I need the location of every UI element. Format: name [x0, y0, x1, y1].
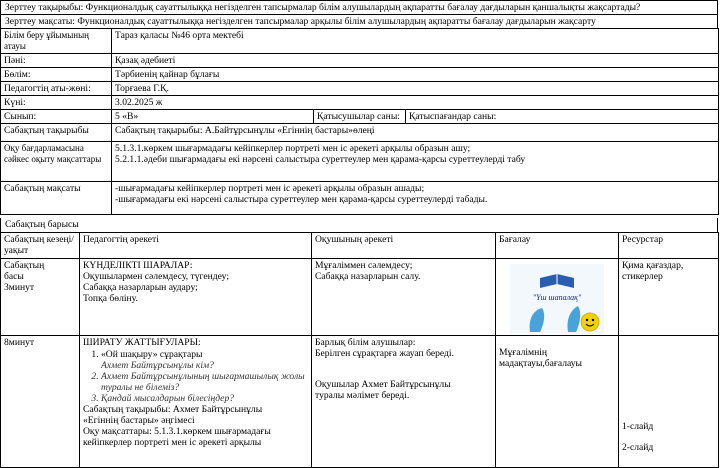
row1-student-line-2: Сабаққа назарларын салу. [315, 271, 421, 282]
row2-teacher [80, 336, 312, 468]
three-claps-caption: "Үш шапалақ" [532, 293, 582, 302]
objective-1: 5.1.3.1.көркем шығармадағы кейіпкерлер портреті мен іс әрекеті арқылы образын ашу; [115, 143, 471, 154]
lesson-topic-value: Сабақтың тақырыбы: А.Байтұрсынұлы «Егіннің бастары»өлеңі [112, 124, 719, 142]
question-1-text: «Ой шақыру» сұрақтары [101, 349, 203, 360]
section-label: Бөлім: [1, 68, 112, 82]
row2-resources [619, 336, 719, 468]
smiley-icon [581, 313, 599, 331]
col-assessment: Бағалау [496, 233, 619, 259]
lesson-progress-table [0, 232, 719, 468]
slide-1-label: 1-слайд [622, 421, 654, 432]
teacher-label: Педагогтің аты-жөні: [1, 82, 112, 96]
row2-topic-line-1: Сабақтың тақырыбы: Ахмет Байтұрсынұлы [83, 404, 263, 415]
row2-student [312, 336, 496, 468]
subject-label: Пәні: [1, 54, 112, 68]
row1-student [312, 259, 496, 336]
three-claps-image [510, 264, 604, 334]
row1-teacher [80, 259, 312, 336]
row1-stage-line-1: Сабақтың [4, 260, 45, 271]
question-3: 3. Қандай мысалдарын білесіңдер? [101, 393, 308, 404]
row2-student-line-2: Берілген сұрақтарға жауап береді. [315, 348, 454, 359]
col-teacher: Педагогтің әрекеті [80, 233, 312, 259]
research-topic-line: Зерттеу тақырыбы: Функционалдық сауаттылыққа негізделген тапсырмалар білім алушылардың ақпаратты бағалау дағдыларын қаншалықты жақсартады? [0, 0, 718, 15]
row2-student-line-1: Барлық білім алушылар: [315, 337, 416, 348]
question-1 [101, 349, 308, 371]
row2-goal-line-2: кейіпкерлер портреті мен іс әрекеті арқылы [83, 437, 262, 448]
absent-count-label: Қатыспағандар саны: [406, 110, 719, 124]
org-label: Білім беру ұйымының атауы [1, 29, 112, 54]
question-2: 2. Ахмет Байтұрсынұлының шығармашылық жолы туралы не білеміз? [101, 371, 308, 393]
row2-student-line-3: Оқушылар Ахмет Байтұрсынұлы [315, 379, 451, 390]
row2-assessment-line-1: Мұғалімнің [499, 347, 548, 358]
aim-1: -шығармадағы кейіпкерлер портреті мен іс әрекеті арқылы образын ашады; [115, 183, 425, 194]
section-value: Тәрбиенің қайнар бұлағы [112, 68, 719, 82]
row1-teacher-heading: КҮНДЕЛІКТІ ШАРАЛАР: [83, 260, 193, 271]
row2-teacher-heading: ШИРАТУ ЖАТТЫҒУЛАРЫ: [83, 337, 201, 348]
subject-value: Қазақ әдебиеті [112, 54, 719, 68]
row1-teacher-line-2: Оқушылармен сәлемдесу, түгендеу; [83, 271, 229, 282]
row1-resources [619, 259, 719, 336]
date-label: Күні: [1, 96, 112, 110]
objectives-label: Оқу бағдарламасына сәйкес оқыту мақсаттары [1, 142, 112, 182]
row1-resources-line-1: Қима қағаздар, [622, 260, 684, 271]
objectives-value [112, 142, 719, 182]
objective-2: 5.2.1.1.әдеби шығармадағы екі нәрсені салыстыра суреттеулер мен қарама-қарсы суреттеулерді табу [115, 154, 526, 165]
slide-2-label: 2-слайд [622, 442, 654, 453]
aims-label: Сабақтың мақсаты [1, 182, 112, 215]
row2-student-line-4: туралы мәлімет береді. [315, 390, 410, 401]
row2-assessment [496, 336, 619, 468]
col-resources: Ресурстар [619, 233, 719, 259]
row2-stage: 8минут [1, 336, 80, 468]
row1-resources-line-2: стикерлер [622, 271, 663, 282]
lesson-topic-label: Сабақтың тақырыбы [1, 124, 112, 142]
aims-value [112, 182, 719, 215]
row1-stage-line-3: 3минут [4, 282, 35, 293]
present-count-label: Қатысушылар саны: [314, 110, 406, 124]
row1-stage [1, 259, 80, 336]
row1-teacher-line-3: Сабаққа назарларын аудару; [83, 282, 198, 293]
lesson-info-table [0, 28, 719, 215]
row2-assessment-line-2: мадақтауы,бағалауы [499, 358, 583, 369]
row1-teacher-line-4: Топқа бөліну. [83, 293, 138, 304]
row1-assessment [496, 259, 619, 336]
row2-goal-line-1: Оқу мақсаттары: 5.1.3.1.көркем шығармадағы [83, 426, 271, 437]
lesson-progress-band: Сабақтың барысы [0, 218, 718, 233]
org-value: Тараз қаласы №46 орта мектебі [112, 29, 719, 54]
col-student: Оқушының әрекеті [312, 233, 496, 259]
class-value: 5 «В» [112, 110, 314, 124]
class-label: Сынып: [1, 110, 112, 124]
date-value: 3.02.2025 ж [112, 96, 719, 110]
row1-stage-line-2: басы [4, 271, 24, 282]
question-list [83, 349, 308, 404]
research-goal-line: Зерттеу мақсаты: Функционалдық сауаттылыққа негізделген тапсырмалар арқылы білім алушылардың ақпаратты бағалау дағдыларын жақсарту [0, 14, 718, 29]
row2-topic-line-2: «Егіннің бастары» әңгімесі [83, 415, 195, 426]
aim-2: -шығармадағы екі нәрсені салыстыра суреттеулер мен қарама-қарсы суреттеулерді табады. [115, 194, 488, 205]
question-1-subtext: Ахмет Байтұрсынұлы кім? [101, 360, 214, 371]
row1-student-line-1: Мұғаліммен сәлемдесу; [315, 260, 413, 271]
col-stage: Сабақтың кезеңі/ уақыт [1, 233, 80, 259]
teacher-value: Торғаева Г.Қ. [112, 82, 719, 96]
